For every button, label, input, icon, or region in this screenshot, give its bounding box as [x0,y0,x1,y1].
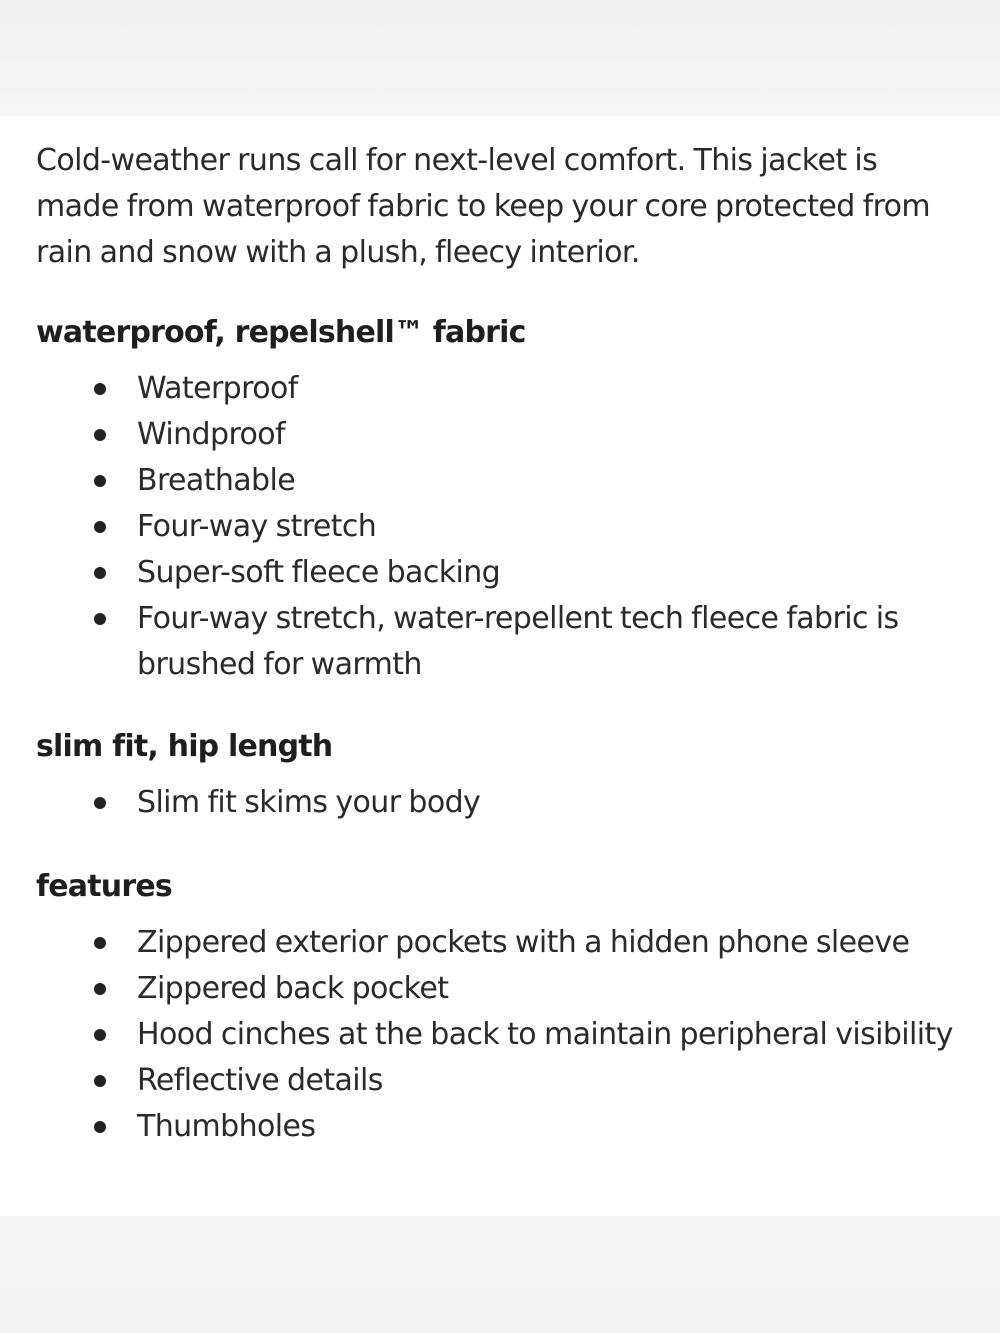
features-list [36,920,964,1150]
list-item: Thumbholes [137,1104,964,1150]
section-heading-fabric: waterproof, repelshell™ fabric [36,315,526,350]
fit-list [36,780,964,826]
list-item: Four-way stretch, water-repellent tech fleece fabric is brushed for warmth [137,596,964,688]
list-item: Zippered back pocket [137,966,964,1012]
list-item: Slim fit skims your body [137,780,964,826]
section-heading-features: features [36,869,172,904]
intro-paragraph: Cold-weather runs call for next-level comfort. This jacket is made from waterproof fabric to keep your core protected from rain and snow with a plush, fleecy interior. [36,143,931,270]
bottom-background [0,1216,1000,1333]
list-item: Hood cinches at the back to maintain peripheral visibility [137,1012,964,1058]
list-item: Reflective details [137,1058,964,1104]
list-item: Waterproof [137,366,964,412]
list-item: Four-way stretch [137,504,964,550]
list-item: Zippered exterior pockets with a hidden phone sleeve [137,920,964,966]
list-item: Super-soft fleece backing [137,550,964,596]
section-heading-fit: slim fit, hip length [36,729,333,764]
fabric-list [36,366,964,688]
list-item: Breathable [137,458,964,504]
list-item: Windproof [137,412,964,458]
product-description [0,116,1000,1216]
top-background [0,0,1000,116]
